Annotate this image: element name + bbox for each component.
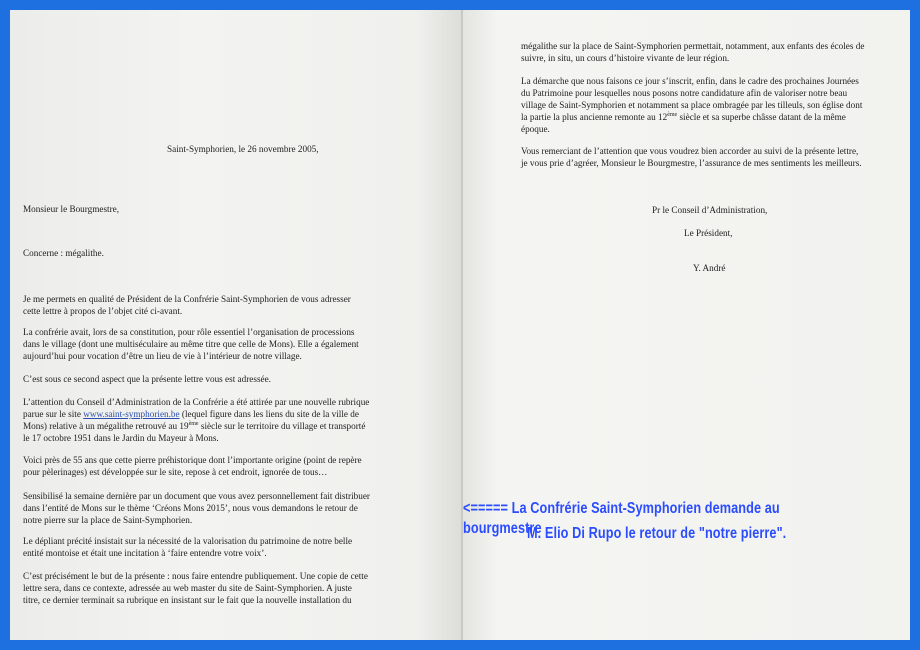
paragraph-6 (23, 490, 370, 526)
paragraph-3: C’est sous ce second aspect que la présente lettre vous est adressée. (23, 374, 271, 384)
text-line: dans l’entité de Mons sur le thème ‘Créons Mons 2015’, nous vous demandons le retour de (23, 503, 358, 513)
annotation-line-1: <===== La Confrérie Saint-Symphorien demande au bourgmestre (463, 500, 780, 537)
text-line: Vous remerciant de l’attention que vous voudrez bien accorder au suivi de la présente lettre, (521, 146, 859, 156)
superscript: ème (188, 420, 199, 427)
text-fragment: siècle sur le territoire du village et transporté (198, 421, 366, 431)
paragraph-9 (521, 40, 864, 64)
text-line: La démarche que nous faisons ce jour s’inscrit, enfin, dans le cadre des prochaines Journées (521, 76, 859, 86)
annotation-line-2: M. Elio Di Rupo le retour de "notre pierre". (527, 525, 787, 542)
text-line: L’attention du Conseil d’Administration de la Confrérie a été attirée par une nouvelle rubrique (23, 397, 370, 407)
text-line: village de Saint-Symphorien et notamment sa place ombragée par les tilleuls, son église dont (521, 100, 863, 110)
text-fragment: siècle et sa superbe châsse datant de la même (677, 112, 846, 122)
text-line (23, 408, 369, 420)
text-line: lettre sera, dans ce contexte, adressée au web master du site de Saint-Symphorien. A juste (23, 583, 352, 593)
paragraph-4 (23, 396, 369, 444)
paragraph-8 (23, 570, 368, 606)
text-fragment: Mons) relative à un mégalithe retrouvé au 19 (23, 421, 189, 431)
signature-name: Y. André (693, 263, 726, 273)
text-line (23, 420, 369, 432)
website-link[interactable]: www.saint-symphorien.be (83, 409, 180, 419)
text-line: La confrérie avait, lors de sa constitution, pour rôle essentiel l’organisation de processions (23, 327, 355, 337)
text-line: le 17 octobre 1951 dans le Jardin du Mayeur à Mons. (23, 433, 219, 443)
text-line: Sensibilisé la semaine dernière par un document que vous avez personnellement fait distribuer (23, 491, 370, 501)
signature-council: Pr le Conseil d’Administration, (652, 205, 768, 215)
paragraph-10 (521, 75, 862, 135)
signature-title: Le Président, (684, 228, 733, 238)
text-line (521, 111, 862, 123)
text-line: suivre, in situ, un cours d’histoire vivante de leur région. (521, 53, 730, 63)
text-line: aujourd’hui pour vocation d’être un lieu de vie à l’intérieur de notre village. (23, 351, 302, 361)
place-date: Saint-Symphorien, le 26 novembre 2005, (167, 144, 319, 154)
text-line: je vous prie d’agréer, Monsieur le Bourgmestre, l’assurance de mes sentiments les meilleurs. (521, 158, 862, 168)
text-fragment: (lequel figure dans les liens du site de la ville de (179, 409, 359, 419)
text-line: Voici près de 55 ans que cette pierre préhistorique dont l’importante origine (point de repère (23, 455, 362, 465)
text-line: du Patrimoine pour lesquelles nous posons notre candidature afin de valoriser notre beau (521, 88, 848, 98)
page-fold (461, 10, 463, 640)
paragraph-5 (23, 454, 362, 478)
text-line: époque. (521, 124, 550, 134)
superscript: ème (667, 111, 678, 118)
text-fragment: parue sur le site (23, 409, 84, 419)
text-line: Le dépliant précité insistait sur la nécessité de la valorisation du patrimoine de notre belle (23, 536, 353, 546)
text-line: titre, ce dernier terminait sa rubrique en insistant sur le fait que la nouvelle installation du (23, 595, 352, 605)
paragraph-1 (23, 293, 351, 317)
paragraph-11 (521, 145, 862, 169)
text-line: pour pèlerinages) est développée sur le site, repose à cet endroit, ignorée de tous… (23, 467, 328, 477)
paragraph-2 (23, 326, 359, 362)
text-line: notre pierre sur la place de Saint-Symphorien. (23, 515, 193, 525)
text-line: C’est précisément le but de la présente : nous faire entendre publiquement. Une copie de cette (23, 571, 368, 581)
text-fragment: la partie la plus ancienne remonte au 12 (521, 112, 668, 122)
paragraph-7 (23, 535, 352, 559)
text-line: entité montoise et était une incitation à ‘faire entendre votre voix’. (23, 548, 267, 558)
text-line: dans le village (dont une multiséculaire au même titre que celle de Mons). Elle a également (23, 339, 359, 349)
text-line: mégalithe sur la place de Saint-Symphorien permettait, notamment, aux enfants des écoles de (521, 41, 865, 51)
text-line: Je me permets en qualité de Président de la Confrérie Saint-Symphorien de vous adresser (23, 294, 351, 304)
subject-line: Concerne : mégalithe. (23, 248, 104, 258)
text-line: cette lettre à propos de l’objet cité ci-avant. (23, 306, 183, 316)
salutation: Monsieur le Bourgmestre, (23, 204, 120, 214)
